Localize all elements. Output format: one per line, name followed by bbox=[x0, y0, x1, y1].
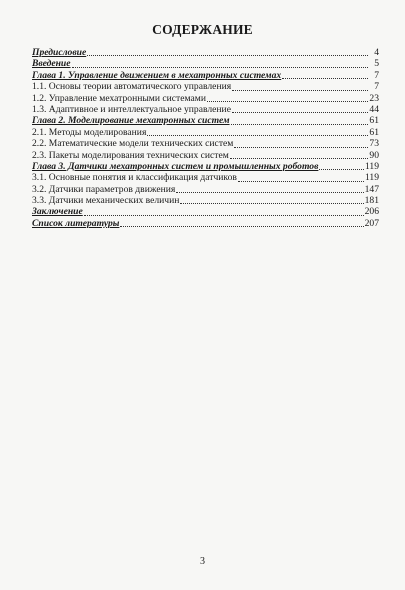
toc-entry-page: 147 bbox=[364, 183, 379, 195]
toc-entry-label: Предисловие bbox=[32, 47, 87, 58]
toc-entry-page: 119 bbox=[364, 160, 379, 172]
toc-entry-label: Глава 1. Управление движением в мехатронных системах bbox=[32, 69, 282, 81]
toc-entry-page: 61 bbox=[369, 115, 379, 127]
toc-entry bbox=[32, 127, 379, 138]
toc-entry bbox=[32, 47, 379, 58]
toc-entry bbox=[32, 93, 379, 104]
toc-entry-page: 207 bbox=[364, 217, 379, 229]
toc-entry bbox=[32, 81, 379, 92]
toc-entry bbox=[32, 70, 379, 81]
page-number: 3 bbox=[200, 556, 205, 567]
toc-leader-dots bbox=[176, 192, 363, 193]
toc-entry bbox=[32, 218, 379, 229]
toc-entry bbox=[32, 161, 379, 172]
toc-entry-label: 1.1. Основы теории автоматического управления bbox=[32, 81, 232, 93]
toc-entry bbox=[32, 184, 379, 195]
toc-leader-dots bbox=[232, 90, 368, 91]
toc-entry-label: 1.2. Управление мехатронными системами bbox=[32, 92, 206, 104]
toc-entry-page: 73 bbox=[369, 138, 379, 150]
toc-entry-page: 61 bbox=[369, 126, 379, 138]
toc-entry-page: 23 bbox=[369, 92, 379, 104]
toc-entry-page: 90 bbox=[369, 149, 379, 161]
toc-entry bbox=[32, 58, 379, 69]
toc-leader-dots bbox=[87, 55, 368, 56]
toc-entry bbox=[32, 195, 379, 206]
toc-entry bbox=[32, 138, 379, 149]
toc-entry bbox=[32, 206, 379, 217]
toc-entry bbox=[32, 115, 379, 126]
toc-entry-label: 3.3. Датчики механических величин bbox=[32, 195, 180, 207]
toc-entry-page: 7 bbox=[374, 69, 379, 81]
toc-leader-dots bbox=[72, 67, 368, 68]
toc-entry-label: Глава 3. Датчики мехатронных систем и промышленных роботов bbox=[32, 160, 319, 172]
toc-entry-page: 4 bbox=[374, 47, 379, 58]
toc-entry-label: 2.1. Методы моделирования bbox=[32, 126, 147, 138]
toc-entry-page: 206 bbox=[364, 206, 379, 218]
toc-leader-dots bbox=[234, 147, 368, 148]
toc-entry-page: 44 bbox=[369, 103, 379, 115]
toc-leader-dots bbox=[232, 112, 368, 113]
toc-leader-dots bbox=[230, 158, 368, 159]
toc-entry-page: 7 bbox=[374, 81, 379, 93]
toc-entry-label: Введение bbox=[32, 58, 71, 70]
toc-entry-label: 1.3. Адаптивное и интеллектуальное управление bbox=[32, 103, 231, 115]
toc-entry-page: 119 bbox=[364, 172, 379, 184]
toc-leader-dots bbox=[180, 203, 363, 204]
toc-leader-dots bbox=[282, 78, 368, 79]
toc-leader-dots bbox=[319, 169, 364, 170]
toc-entry bbox=[32, 150, 379, 161]
toc-leader-dots bbox=[231, 124, 368, 125]
toc-leader-dots bbox=[147, 135, 368, 136]
toc-entry-label: Заключение bbox=[32, 206, 83, 218]
toc-entry bbox=[32, 104, 379, 115]
toc-entry-label: 3.1. Основные понятия и классификация датчиков bbox=[32, 172, 237, 184]
toc-entry-page: 5 bbox=[374, 58, 379, 70]
toc-leader-dots bbox=[207, 101, 368, 102]
toc-leader-dots bbox=[238, 181, 364, 182]
toc-entry-label: 2.2. Математические модели технических систем bbox=[32, 138, 234, 150]
toc-entry bbox=[32, 172, 379, 183]
toc-entry-page: 181 bbox=[364, 195, 379, 207]
toc-leader-dots bbox=[120, 226, 363, 227]
toc-leader-dots bbox=[84, 215, 364, 216]
toc-entry-label: 2.3. Пакеты моделирования технических систем bbox=[32, 149, 229, 161]
page-title: СОДЕРЖАНИЕ bbox=[152, 22, 253, 37]
toc-entry-label: 3.2. Датчики параметров движения bbox=[32, 183, 176, 195]
toc-entry-label: Глава 2. Моделирование мехатронных систем bbox=[32, 115, 230, 127]
toc-entry-label: Список литературы bbox=[32, 217, 120, 229]
table-of-contents bbox=[32, 47, 379, 229]
